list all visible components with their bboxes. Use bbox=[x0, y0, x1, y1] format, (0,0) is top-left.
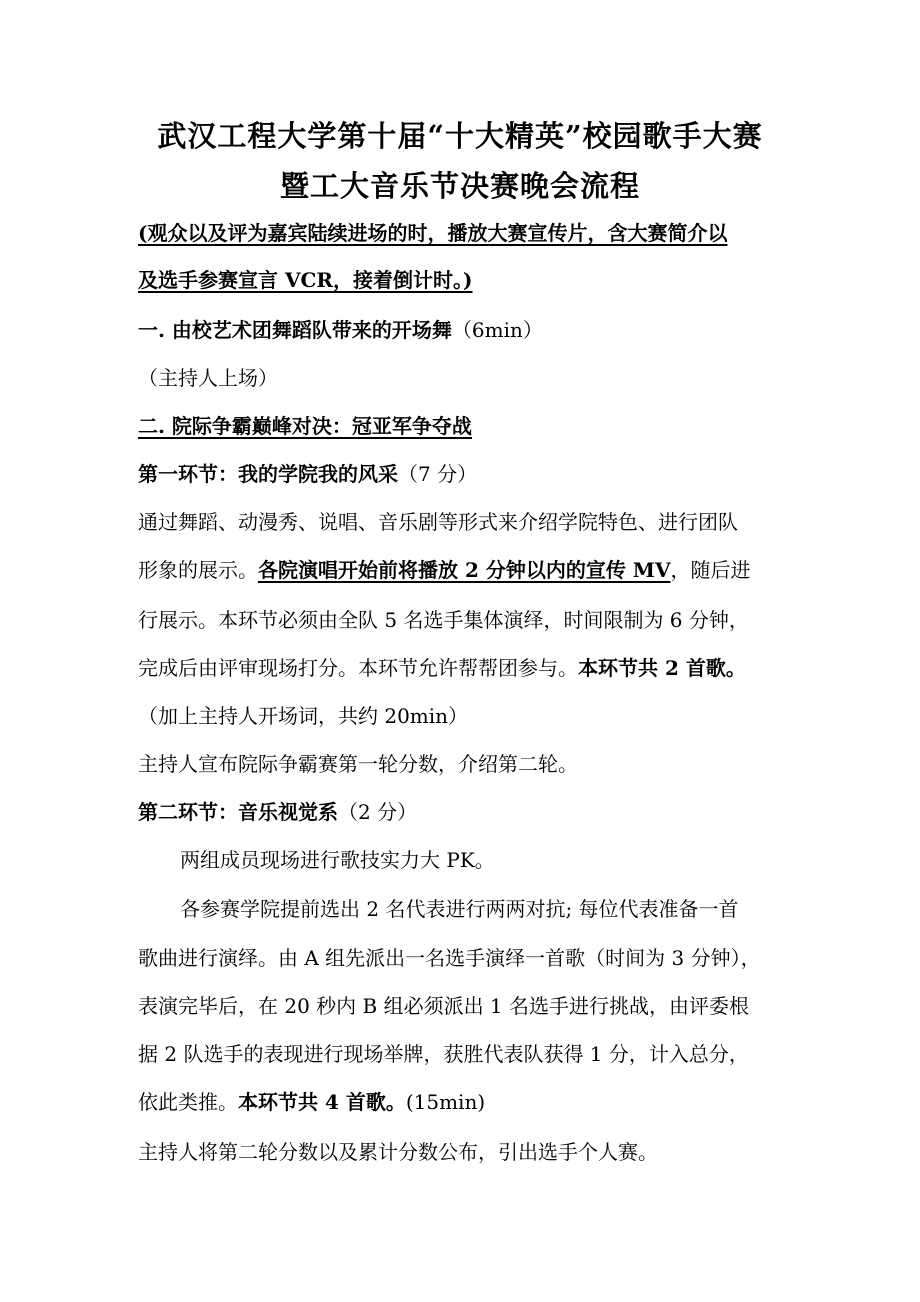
part1-p2-emphasis: 各院演唱开始前将播放 2 分钟以内的宣传 MV bbox=[258, 558, 671, 582]
part2-heading-row bbox=[138, 798, 417, 826]
part2-paragraph-line6 bbox=[138, 1088, 485, 1116]
part2-paragraph-line2: 各参赛学院提前选出 2 名代表进行两两对抗; 每位代表准备一首 bbox=[180, 897, 739, 921]
part1-p2-pre: 形象的展示。 bbox=[138, 558, 258, 582]
part2-heading: 第二环节：音乐视觉系 bbox=[138, 800, 338, 824]
part2-p6-post: (15min) bbox=[405, 1090, 486, 1114]
part2-paragraph-line5: 据 2 队选手的表现进行现场举牌，获胜代表队获得 1 分，计入总分， bbox=[138, 1042, 749, 1066]
part2-paragraph-line1: 两组成员现场进行歌技实力大 PK。 bbox=[180, 848, 495, 872]
part1-paragraph-line4 bbox=[138, 654, 746, 682]
section1-duration: （6min） bbox=[451, 318, 543, 342]
doc-title-line2: 暨工大音乐节决赛晚会流程 bbox=[279, 169, 640, 203]
part2-p6-bold: 本环节共 4 首歌。 bbox=[238, 1090, 406, 1114]
part1-paragraph-line3: 行展示。本环节必须由全队 5 名选手集体演绎，时间限制为 6 分钟， bbox=[138, 608, 749, 632]
section1-heading: 一. 由校艺术团舞蹈队带来的开场舞 bbox=[138, 318, 452, 342]
intro-line2: 及选手参赛宣言 VCR，接着倒计时。) bbox=[138, 268, 473, 292]
part1-heading-row bbox=[138, 460, 477, 488]
part1-paragraph-line5: （加上主持人开场词，共约 20min） bbox=[138, 704, 469, 728]
part1-heading: 第一环节：我的学院我的风采 bbox=[138, 462, 398, 486]
intro-line1: (观众以及评为嘉宾陆续进场的时，播放大赛宣传片，含大赛简介以 bbox=[138, 221, 728, 245]
section2-heading: 二. 院际争霸巅峰对决：冠亚军争夺战 bbox=[138, 414, 472, 438]
part2-paragraph-line3: 歌曲进行演绎。由 A 组先派出一名选手演绎一首歌（时间为 3 分钟）， bbox=[138, 946, 761, 970]
part2-host-line: 主持人将第二轮分数以及累计分数公布，引出选手个人赛。 bbox=[138, 1140, 658, 1164]
part1-p4-pre: 完成后由评审现场打分。本环节允许帮帮团参与。 bbox=[138, 656, 578, 680]
part1-p2-post: ，随后进 bbox=[670, 558, 751, 582]
part1-p4-bold: 本环节共 2 首歌。 bbox=[578, 656, 746, 680]
part1-paragraph-line2 bbox=[138, 556, 750, 584]
part2-paragraph-line4: 表演完毕后，在 20 秒内 B 组必须派出 1 名选手进行挑战，由评委根 bbox=[138, 994, 750, 1018]
part1-score: （7 分） bbox=[398, 462, 478, 486]
section1-note: （主持人上场） bbox=[138, 366, 278, 390]
part1-paragraph-line1: 通过舞蹈、动漫秀、说唱、音乐剧等形式来介绍学院特色、进行团队 bbox=[138, 510, 738, 534]
part2-score: （2 分） bbox=[338, 800, 418, 824]
section1-row bbox=[138, 316, 543, 344]
doc-title-line1: 武汉工程大学第十届“十大精英”校园歌手大赛 bbox=[157, 119, 763, 153]
part2-p6-pre: 依此类推。 bbox=[138, 1090, 238, 1114]
part1-host-line: 主持人宣布院际争霸赛第一轮分数，介绍第二轮。 bbox=[138, 752, 578, 776]
